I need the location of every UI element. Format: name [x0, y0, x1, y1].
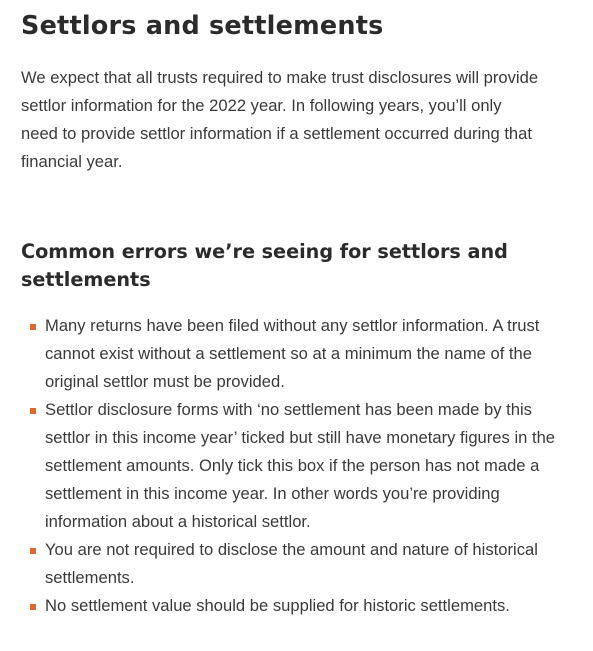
list-item [21, 312, 561, 396]
list-item [21, 536, 561, 592]
list-item-text: Many returns have been filed without any settlor information. A trust cannot exist without a settlement so at a minimum the name of the original settlor must be provided. [45, 316, 540, 391]
list-item-text: You are not required to disclose the amount and nature of historical settlements. [45, 540, 538, 587]
list-item [21, 396, 561, 536]
square-bullet-icon [30, 604, 36, 610]
list-item-text: No settlement value should be supplied for historic settlements. [45, 596, 510, 615]
section-heading-common-errors: Common errors we’re seeing for settlors and settlements [21, 240, 508, 291]
page-title: Settlors and settlements [21, 11, 384, 41]
square-bullet-icon [30, 324, 36, 330]
common-errors-list [21, 312, 561, 620]
list-item [21, 592, 561, 620]
square-bullet-icon [30, 548, 36, 554]
intro-paragraph: We expect that all trusts required to make trust disclosures will provide settlor information for the 2022 year. In following years, you’ll only need to provide settlor information if a settlement occurred during that financial year. [21, 68, 539, 171]
square-bullet-icon [30, 408, 36, 414]
list-item-text: Settlor disclosure forms with ‘no settlement has been made by this settlor in this income year’ ticked but still have monetary figures in the settlement amounts. Only tick this box if the person has not made a settlement in this income year. In other words you’re providing information about a historical settlor. [45, 400, 556, 531]
